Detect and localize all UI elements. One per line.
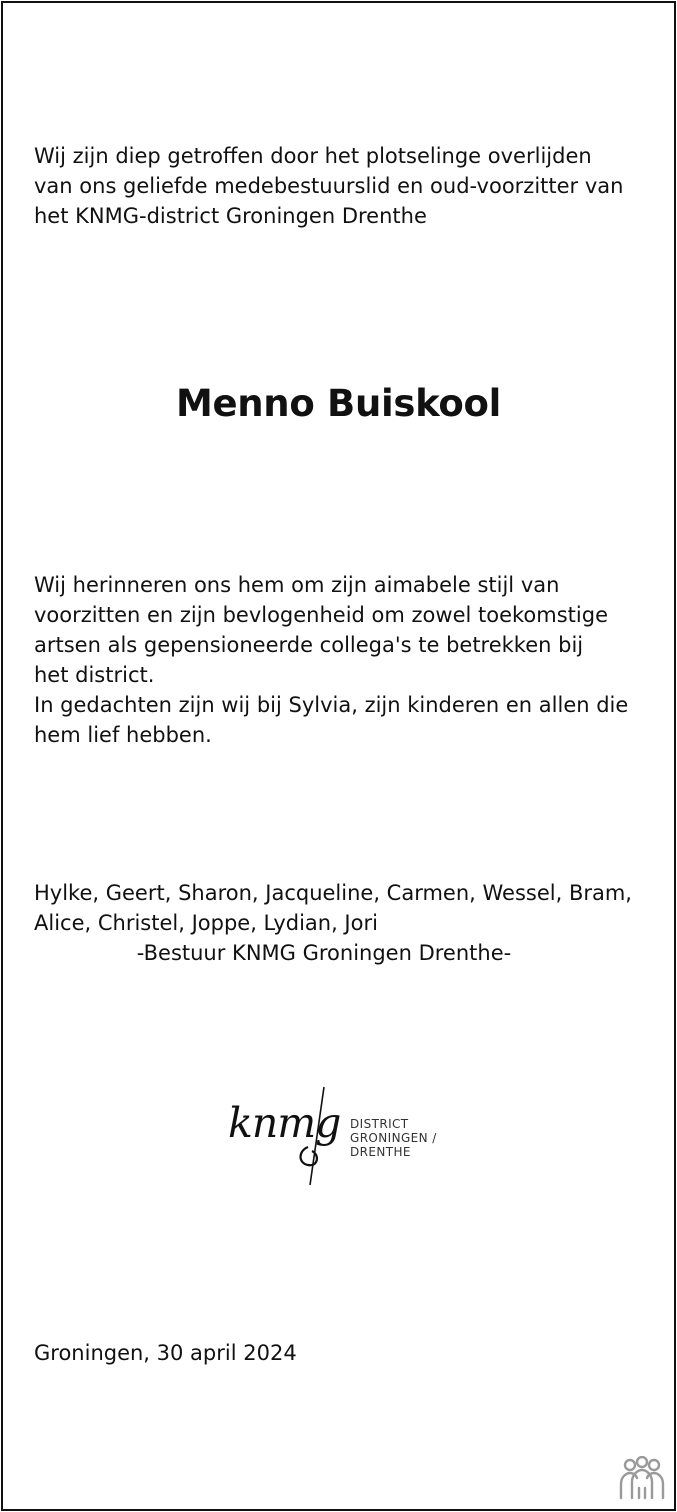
memory-line: In gedachten zijn wij bij Sylvia, zijn kinderen en allen die bbox=[34, 693, 629, 717]
intro-line: van ons geliefde medebestuurslid en oud-voorzitter van bbox=[34, 174, 624, 198]
logo-district-label bbox=[350, 1117, 437, 1159]
logo-text-line: GRONINGEN / bbox=[350, 1131, 437, 1145]
logo-text-line: DRENTHE bbox=[350, 1145, 411, 1159]
signers-line: Hylke, Geert, Sharon, Jacqueline, Carmen, Wessel, Bram, bbox=[34, 881, 632, 905]
people-group-icon bbox=[617, 1456, 667, 1500]
intro-line: Wij zijn diep getroffen door het plotselinge overlijden bbox=[34, 144, 592, 168]
logo-wordmark: knmg bbox=[228, 1099, 341, 1147]
signers-list bbox=[34, 878, 644, 938]
place-date: Groningen, 30 april 2024 bbox=[34, 1341, 297, 1365]
intro-line: het KNMG-district Groningen Drenthe bbox=[34, 204, 427, 228]
board-signoff: -Bestuur KNMG Groningen Drenthe- bbox=[136, 941, 512, 965]
memory-paragraph bbox=[34, 570, 644, 750]
deceased-name: Menno Buiskool bbox=[175, 382, 502, 425]
memory-line: het district. bbox=[34, 663, 155, 687]
logo-text-line: DISTRICT bbox=[350, 1117, 409, 1131]
memory-line: voorzitten en zijn bevlogenheid om zowel toekomstige bbox=[34, 603, 608, 627]
knmg-logo bbox=[228, 1085, 458, 1187]
memory-line: artsen als gepensioneerde collega's te betrekken bij bbox=[34, 633, 584, 657]
memory-line: hem lief hebben. bbox=[34, 723, 212, 747]
memory-line: Wij herinneren ons hem om zijn aimabele stijl van bbox=[34, 573, 560, 597]
intro-paragraph bbox=[34, 141, 644, 231]
signers-line: Alice, Christel, Joppe, Lydian, Jori bbox=[34, 911, 378, 935]
